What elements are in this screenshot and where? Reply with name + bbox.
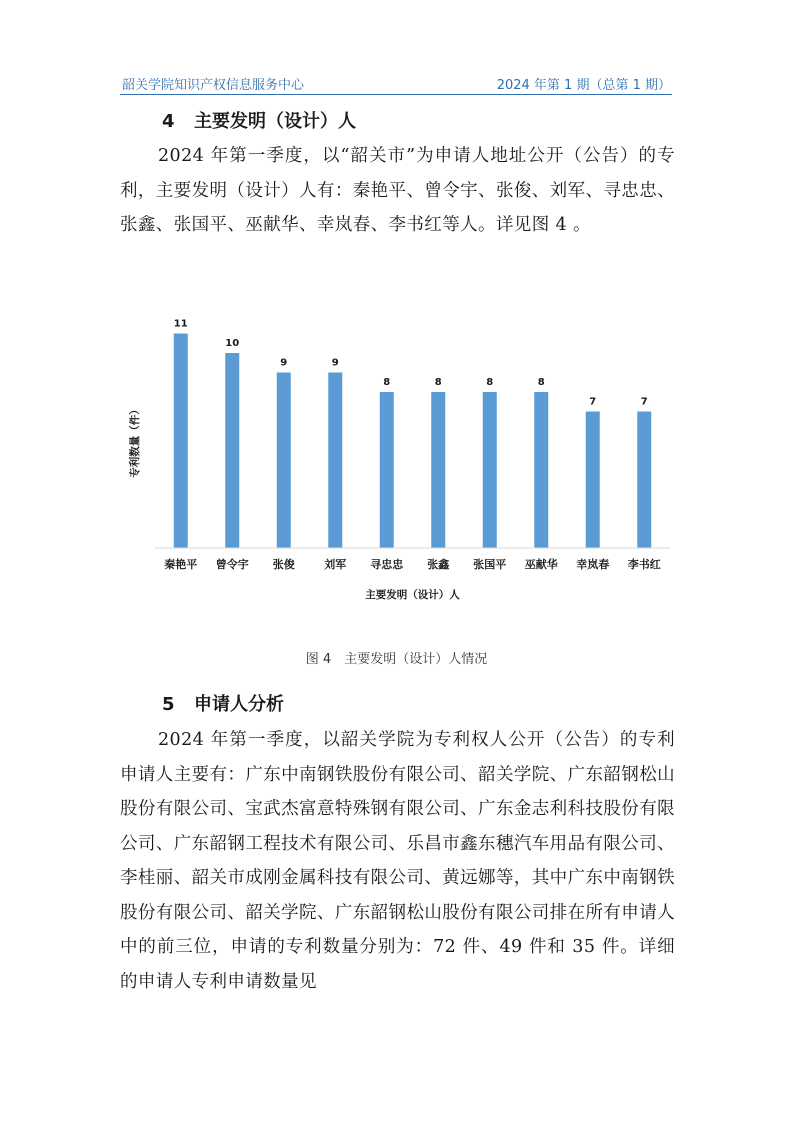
bar-8 (586, 412, 600, 549)
bar-4 (380, 392, 394, 548)
section-5-paragraph: 2024 年第一季度，以韶关学院为专利权人公开（公告）的专利申请人主要有：广东中南钢铁股份有限公司、韶关学院、广东韶钢松山股份有限公司、宝武杰富意特殊钢有限公司、广东金志利科技股份有限公司、广东韶钢工程技术有限公司、乐昌市鑫东穗汽车用品有限公司、李桂丽、韶关市成刚金属科技有限公司、黄远娜等，其中广东中南钢铁股份有限公司、韶关学院、广东韶钢松山股份有限公司排在所有申请人中的前三位，申请的专利数量分别为：72 件、49 件和 35 件。详细的申请人专利申请数量见 (120, 730, 675, 992)
category-label: 寻忠忠 (370, 558, 404, 571)
bar-value-label: 8 (486, 377, 494, 388)
chart-bars (163, 319, 661, 572)
bar-2 (277, 373, 291, 549)
bar-value-label: 8 (383, 377, 391, 388)
category-label: 幸岚春 (576, 558, 610, 571)
category-label: 秦艳平 (164, 558, 198, 571)
bar-value-label: 7 (640, 396, 648, 408)
category-label: 张俊 (272, 558, 295, 571)
category-label: 巫献华 (524, 558, 558, 571)
section-5-title: 申请人分析 (194, 694, 284, 715)
bar-9 (637, 412, 651, 549)
bar-0 (174, 334, 188, 549)
bar-7 (534, 392, 548, 548)
bar-value-label: 8 (434, 377, 442, 388)
bar-value-label: 10 (225, 338, 240, 349)
header-divider (120, 94, 672, 95)
bar-5 (431, 392, 445, 548)
bar-value-label: 11 (173, 318, 188, 330)
bar-value-label: 7 (589, 396, 597, 408)
section-5-number: 5 (162, 694, 175, 715)
section-4-paragraph: 2024 年第一季度，以“韶关市”为申请人地址公开（公告）的专利，主要发明（设计）人有：秦艳平、曾令宇、张俊、刘军、寻忠忠、张鑫、张国平、巫献华、幸岚春、李书红等人。详见图 4 。 (120, 146, 675, 235)
category-label: 李书红 (627, 558, 661, 571)
y-axis-label: 专利数量（件） (129, 404, 141, 478)
bar-3 (328, 373, 342, 549)
section-4-title: 主要发明（设计）人 (194, 111, 356, 132)
section-5-heading (162, 690, 284, 716)
category-label: 刘军 (324, 558, 347, 571)
x-axis-label: 主要发明（设计）人 (365, 589, 460, 601)
figure-caption: 图 4 主要发明（设计）人情况 (305, 652, 488, 667)
inventor-bar-chart (120, 290, 675, 620)
category-label: 曾令宇 (215, 558, 249, 571)
header-right-text: 2024 年第 1 期（总第 1 期） (496, 78, 671, 93)
bar-1 (225, 353, 239, 548)
category-label: 张国平 (473, 558, 507, 571)
bar-6 (483, 392, 497, 548)
section-4-heading (162, 107, 356, 133)
bar-value-label: 9 (331, 357, 339, 369)
bar-value-label: 9 (280, 357, 288, 369)
category-label: 张鑫 (427, 558, 450, 571)
section-4-number: 4 (162, 111, 175, 132)
bar-value-label: 8 (537, 377, 545, 388)
header-left-text: 韶关学院知识产权信息服务中心 (122, 78, 305, 93)
